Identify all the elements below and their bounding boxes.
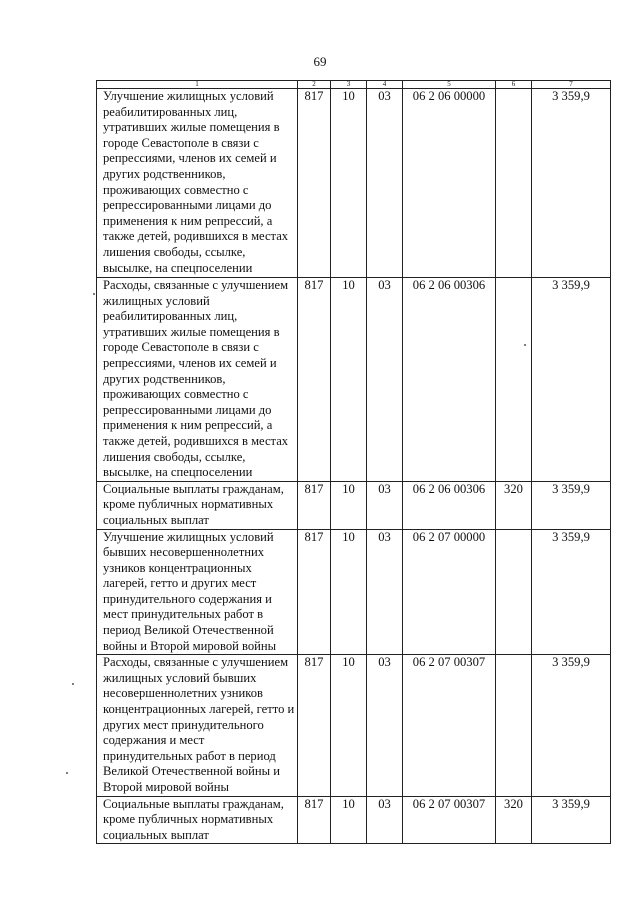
amount: 3 359,9 [532,89,611,278]
header-cell: 7 [532,81,611,89]
department-code: 817 [298,655,331,796]
expense-name: Социальные выплаты гражданам, кроме публичных нормативных социальных выплат [97,796,298,844]
subsection-code: 03 [367,89,403,278]
table-row [97,529,611,655]
budget-table [96,80,611,844]
subsection-code: 03 [367,655,403,796]
subsection-code: 03 [367,529,403,655]
amount: 3 359,9 [532,481,611,529]
scan-speck [72,683,74,685]
expense-name: Социальные выплаты гражданам, кроме публичных нормативных социальных выплат [97,481,298,529]
table-row [97,89,611,278]
target-article: 06 2 07 00307 [403,655,496,796]
department-code: 817 [298,481,331,529]
target-article: 06 2 06 00306 [403,278,496,482]
expense-name: Расходы, связанные с улучшением жилищных условий реабилитированных лиц, утративших жилые помещения в городе Севастополе в связи с репрессиями, членов их семей и других родственников, проживающих совместно с репрессированными лицами до применения к ним репрессий, а также детей, родившихся в местах лишения свободы, ссылке, высылке, на спецпоселении [97,278,298,482]
table-row [97,796,611,844]
target-article: 06 2 07 00000 [403,529,496,655]
department-code: 817 [298,796,331,844]
department-code: 817 [298,89,331,278]
header-cell: 3 [331,81,367,89]
expense-name: Улучшение жилищных условий реабилитированных лиц, утративших жилые помещения в городе Севастополе в связи с репрессиями, членов их семей и других родственников, проживающих совместно с репрессированными лицами до применения к ним репрессий, а также детей, родившихся в местах лишения свободы, ссылке, высылке, на спецпоселении [97,89,298,278]
expense-type [496,89,532,278]
expense-name: Расходы, связанные с улучшением жилищных условий бывших несовершеннолетних узников концентрационных лагерей, гетто и других мест принудительного содержания и мест принудительных работ в период Великой Отечественной войны и Второй мировой войны [97,655,298,796]
section-code: 10 [331,89,367,278]
department-code: 817 [298,529,331,655]
scan-speck [93,293,95,295]
header-row [97,81,611,89]
header-cell: 1 [97,81,298,89]
expense-type: 320 [496,796,532,844]
section-code: 10 [331,278,367,482]
subsection-code: 03 [367,481,403,529]
header-cell: 6 [496,81,532,89]
table-row [97,278,611,482]
target-article: 06 2 06 00306 [403,481,496,529]
expense-type [496,529,532,655]
expense-type [496,655,532,796]
department-code: 817 [298,278,331,482]
section-code: 10 [331,796,367,844]
scan-speck [66,772,68,774]
section-code: 10 [331,529,367,655]
header-cell: 4 [367,81,403,89]
page-number: 69 [313,54,327,69]
section-code: 10 [331,655,367,796]
table-row [97,481,611,529]
header-cell: 5 [403,81,496,89]
section-code: 10 [331,481,367,529]
amount: 3 359,9 [532,655,611,796]
target-article: 06 2 07 00307 [403,796,496,844]
amount: 3 359,9 [532,278,611,482]
expense-type: 320 [496,481,532,529]
expense-type [496,278,532,482]
scan-speck [524,344,526,346]
amount: 3 359,9 [532,529,611,655]
subsection-code: 03 [367,278,403,482]
target-article: 06 2 06 00000 [403,89,496,278]
header-cell: 2 [298,81,331,89]
amount: 3 359,9 [532,796,611,844]
subsection-code: 03 [367,796,403,844]
expense-name: Улучшение жилищных условий бывших несовершеннолетних узников концентрационных лагерей, гетто и других мест принудительного содержания и мест принудительных работ в период Великой Отечественной войны и Второй мировой войны [97,529,298,655]
table-row [97,655,611,796]
